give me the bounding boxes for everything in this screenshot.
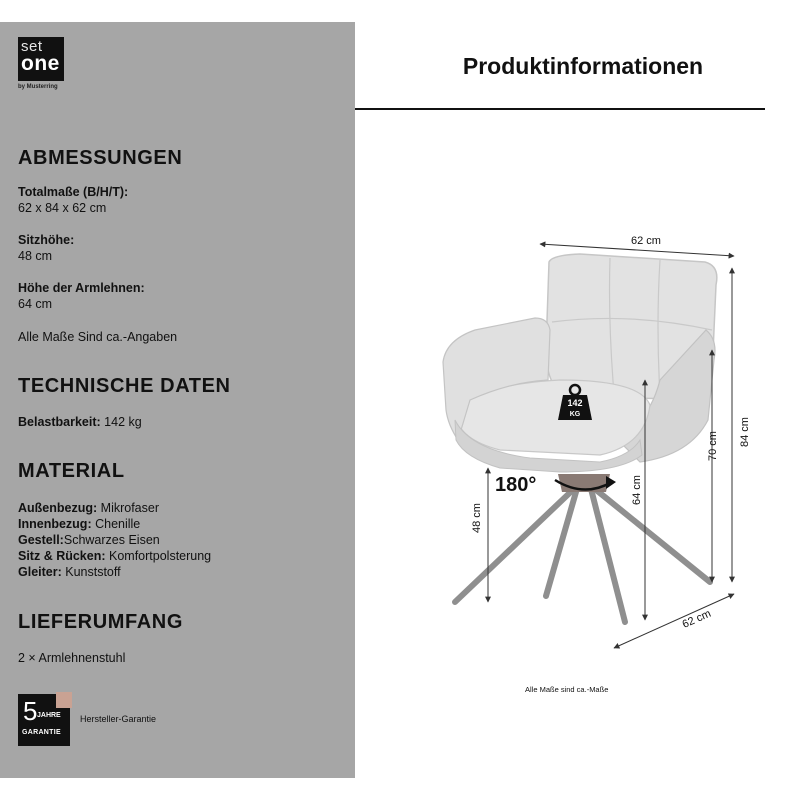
material-row: Außenbezug: Mikrofaser [18,501,159,515]
title-divider [355,108,765,110]
weight-unit: KG [569,411,581,418]
weight-value: 142 [567,398,583,408]
rotation-label: 180° [495,474,537,496]
width-label: 62 cm [631,235,661,247]
info-panel [0,22,355,778]
brand-byline: by Musterring [18,84,58,90]
armrest-height-label: 64 cm [631,475,643,505]
seat-height-label: 48 cm [471,503,483,533]
armlehnen-label: Höhe der Armlehnen: [18,281,145,295]
heading-lieferumfang: LIEFERUMFANG [18,611,183,633]
chair-dimension-diagram [360,120,780,660]
material-row: Innenbezug: Chenille [18,517,141,531]
chair-legs [455,485,710,622]
warranty-years: 5 [23,696,38,726]
totalmasse-value: 62 x 84 x 62 cm [18,201,107,215]
page-title: Produktinformationen [462,53,704,79]
material-row: Gleiter: Kunststoff [18,565,121,579]
lieferumfang-content: 2 × Armlehnenstuhl [18,651,126,665]
material-row: Sitz & Rücken: Komfortpolsterung [18,549,212,563]
heading-material: MATERIAL [18,460,125,482]
depth-dimension-line [614,594,734,648]
material-row: Gestell:Schwarzes Eisen [18,533,160,547]
sitzhoehe-label: Sitzhöhe: [18,233,75,247]
belastbarkeit-row [18,414,142,430]
logo-line-2: one [21,52,60,75]
brand-logo [18,37,64,81]
warranty-badge-text: GARANTIE [22,729,61,736]
totalmasse-label: Totalmaße (B/H/T): [18,185,129,199]
warranty-badge [18,694,70,746]
heading-technische-daten: TECHNISCHE DATEN [18,375,231,397]
heading-abmessungen: ABMESSUNGEN [18,147,183,169]
warranty-label: Hersteller-Garantie [80,714,157,724]
sitzhoehe-value: 48 cm [18,249,53,263]
logo-line-1: set [21,38,43,55]
warranty-years-label: JAHRE [37,712,61,719]
total-height-label: 84 cm [739,417,751,447]
belastbarkeit-value: 142 kg [104,415,142,429]
back-height-label: 70 cm [707,431,719,461]
dimensions-note: Alle Maße Sind ca.-Angaben [18,330,178,344]
armlehnen-value: 64 cm [18,297,53,311]
belastbarkeit-label: Belastbarkeit: [18,415,101,429]
footnote: Alle Maße sind ca.-Maße [525,685,609,694]
depth-label: 62 cm [680,607,713,631]
badge-accent [56,692,72,708]
